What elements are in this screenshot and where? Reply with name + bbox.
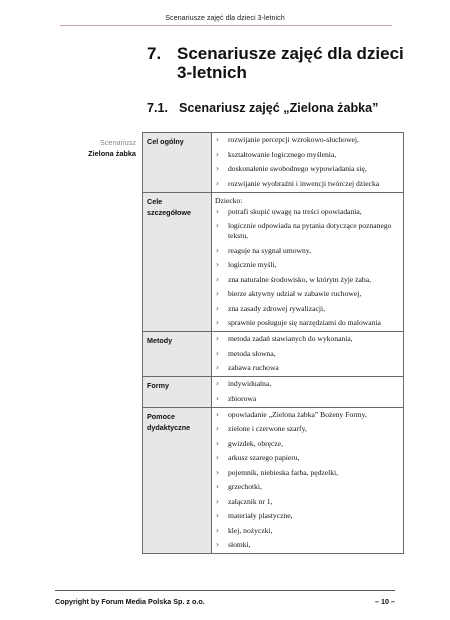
list-item — [215, 526, 400, 536]
list-item-text: słomki, — [228, 540, 251, 549]
list-item-text: zna zasady zdrowej rywalizacji, — [228, 303, 325, 313]
scenario-table — [142, 132, 404, 554]
section-number: 7.1. — [147, 101, 169, 115]
chapter-title: Scenariusze zajęć dla dzieci 3-letnich — [177, 44, 404, 82]
row-content — [212, 377, 404, 408]
list-item — [215, 207, 400, 217]
bullet-list — [215, 410, 400, 551]
list-item — [215, 424, 400, 434]
list-item-text: grzechotki, — [228, 482, 262, 491]
list-item — [215, 540, 400, 550]
chevron-right-icon: › — [216, 289, 219, 298]
table-row — [143, 192, 404, 332]
list-item-text: sprawnie posługuje się narzędziami do malowania — [228, 318, 381, 327]
margin-label — [60, 137, 136, 159]
chevron-right-icon: › — [216, 149, 219, 159]
list-item — [215, 363, 400, 373]
row-label: Formy — [143, 377, 212, 408]
list-item — [215, 275, 400, 285]
list-item-text: zna naturalne środowisko, w którym żyje żaba, — [228, 274, 371, 284]
bullet-list — [215, 135, 400, 189]
list-item-text: zabawa ruchowa — [228, 363, 279, 372]
list-item-text: bierze aktywny udział w zabawie ruchowej, — [228, 289, 362, 298]
chevron-right-icon: › — [216, 245, 219, 255]
table-row — [143, 377, 404, 408]
table-row — [143, 133, 404, 193]
chevron-right-icon: › — [216, 453, 219, 462]
list-item — [215, 179, 400, 189]
list-item-text: logicznie myśli, — [228, 260, 277, 269]
list-item-text: kształtowanie logicznego myślenia, — [228, 149, 337, 159]
list-item-text: indywidualna, — [228, 379, 272, 388]
chapter-number: 7. — [147, 44, 162, 63]
chevron-right-icon: › — [216, 221, 219, 230]
margin-label-key: Scenariusz — [99, 138, 136, 147]
list-item-text: klej, nożyczki, — [228, 525, 273, 535]
header-divider — [60, 25, 392, 26]
list-item — [215, 349, 400, 359]
list-item-text: gwizdek, obręcze, — [228, 438, 284, 448]
list-item — [215, 334, 400, 344]
row-content — [212, 133, 404, 193]
chevron-right-icon: › — [216, 393, 219, 403]
list-item — [215, 221, 400, 241]
list-item — [215, 511, 400, 521]
list-item — [215, 246, 400, 256]
list-item-text: załącznik nr 1, — [228, 496, 273, 506]
row-label: Pomoce dydaktyczne — [143, 407, 212, 554]
list-item-text: metoda zadań stawianych do wykonania, — [228, 334, 353, 343]
row-content — [212, 407, 404, 554]
row-label: Metody — [143, 332, 212, 377]
list-item-text: materiały plastyczne, — [228, 511, 293, 520]
chevron-right-icon: › — [216, 178, 219, 188]
chevron-right-icon: › — [216, 438, 219, 448]
list-item-text: opowiadanie „Zielona żabka” Bożeny Formy, — [228, 409, 367, 419]
bullet-list — [215, 379, 400, 404]
running-header: Scenariusze zajęć dla dzieci 3-letnich — [165, 13, 285, 22]
chevron-right-icon: › — [216, 135, 219, 144]
chevron-right-icon: › — [216, 424, 219, 433]
chevron-right-icon: › — [216, 206, 219, 216]
list-item-text: zielone i czerwone szarfy, — [228, 424, 307, 433]
chevron-right-icon: › — [216, 409, 219, 419]
chevron-right-icon: › — [216, 260, 219, 269]
list-item-text: reaguje na sygnał umowny, — [228, 245, 312, 255]
row-label: Cele szczegółowe — [143, 192, 212, 332]
list-item — [215, 150, 400, 160]
section-title: Scenariusz zajęć „Zielona żabka” — [179, 101, 379, 115]
margin-label-value: Zielona żabka — [88, 149, 136, 158]
footer-divider — [55, 590, 395, 591]
bullet-list — [215, 334, 400, 373]
list-item — [215, 497, 400, 507]
list-item — [215, 468, 400, 478]
list-item — [215, 260, 400, 270]
list-item-text: doskonalenie swobodnego wypowiadania się, — [228, 164, 367, 173]
list-item — [215, 453, 400, 463]
list-item-text: arkusz szarego papieru, — [228, 453, 300, 462]
row-label: Cel ogólny — [143, 133, 212, 193]
list-item — [215, 482, 400, 492]
chevron-right-icon: › — [216, 164, 219, 173]
list-item — [215, 439, 400, 449]
chevron-right-icon: › — [216, 525, 219, 535]
list-item-text: pojemnik, niebieska farba, pędzelki, — [228, 467, 339, 477]
chevron-right-icon: › — [216, 363, 219, 372]
page-number: – 10 – — [375, 597, 395, 606]
row-content — [212, 332, 404, 377]
chevron-right-icon: › — [216, 348, 219, 358]
bullet-list — [215, 207, 400, 329]
chevron-right-icon: › — [216, 467, 219, 477]
row-intro: Dziecko: — [215, 195, 243, 205]
chevron-right-icon: › — [216, 511, 219, 520]
list-item — [215, 135, 400, 145]
list-item — [215, 289, 400, 299]
chevron-right-icon: › — [216, 482, 219, 491]
chevron-right-icon: › — [216, 379, 219, 388]
list-item-text: rozwijanie percepcji wzrokowo-słuchowej, — [228, 135, 359, 144]
list-item — [215, 394, 400, 404]
chevron-right-icon: › — [216, 318, 219, 327]
list-item-text: potrafi skupić uwagę na treści opowiadania, — [228, 206, 362, 216]
list-item-text: rozwijanie wyobraźni i inwencji twórczej dziecka — [228, 178, 380, 188]
table-row — [143, 407, 404, 554]
list-item — [215, 304, 400, 314]
chevron-right-icon: › — [216, 274, 219, 284]
list-item-text: metoda słowna, — [228, 348, 276, 358]
chevron-right-icon: › — [216, 496, 219, 506]
footer-copyright: Copyright by Forum Media Polska Sp. z o.o. — [55, 597, 205, 606]
table-row — [143, 332, 404, 377]
chevron-right-icon: › — [216, 303, 219, 313]
list-item — [215, 318, 400, 328]
list-item — [215, 410, 400, 420]
list-item-text: zbiorowa — [228, 393, 257, 403]
chevron-right-icon: › — [216, 540, 219, 549]
chevron-right-icon: › — [216, 334, 219, 343]
list-item — [215, 164, 400, 174]
row-content — [212, 192, 404, 332]
list-item — [215, 379, 400, 389]
list-item-text: logicznie odpowiada na pytania dotyczące poznanego tekstu, — [228, 221, 392, 240]
